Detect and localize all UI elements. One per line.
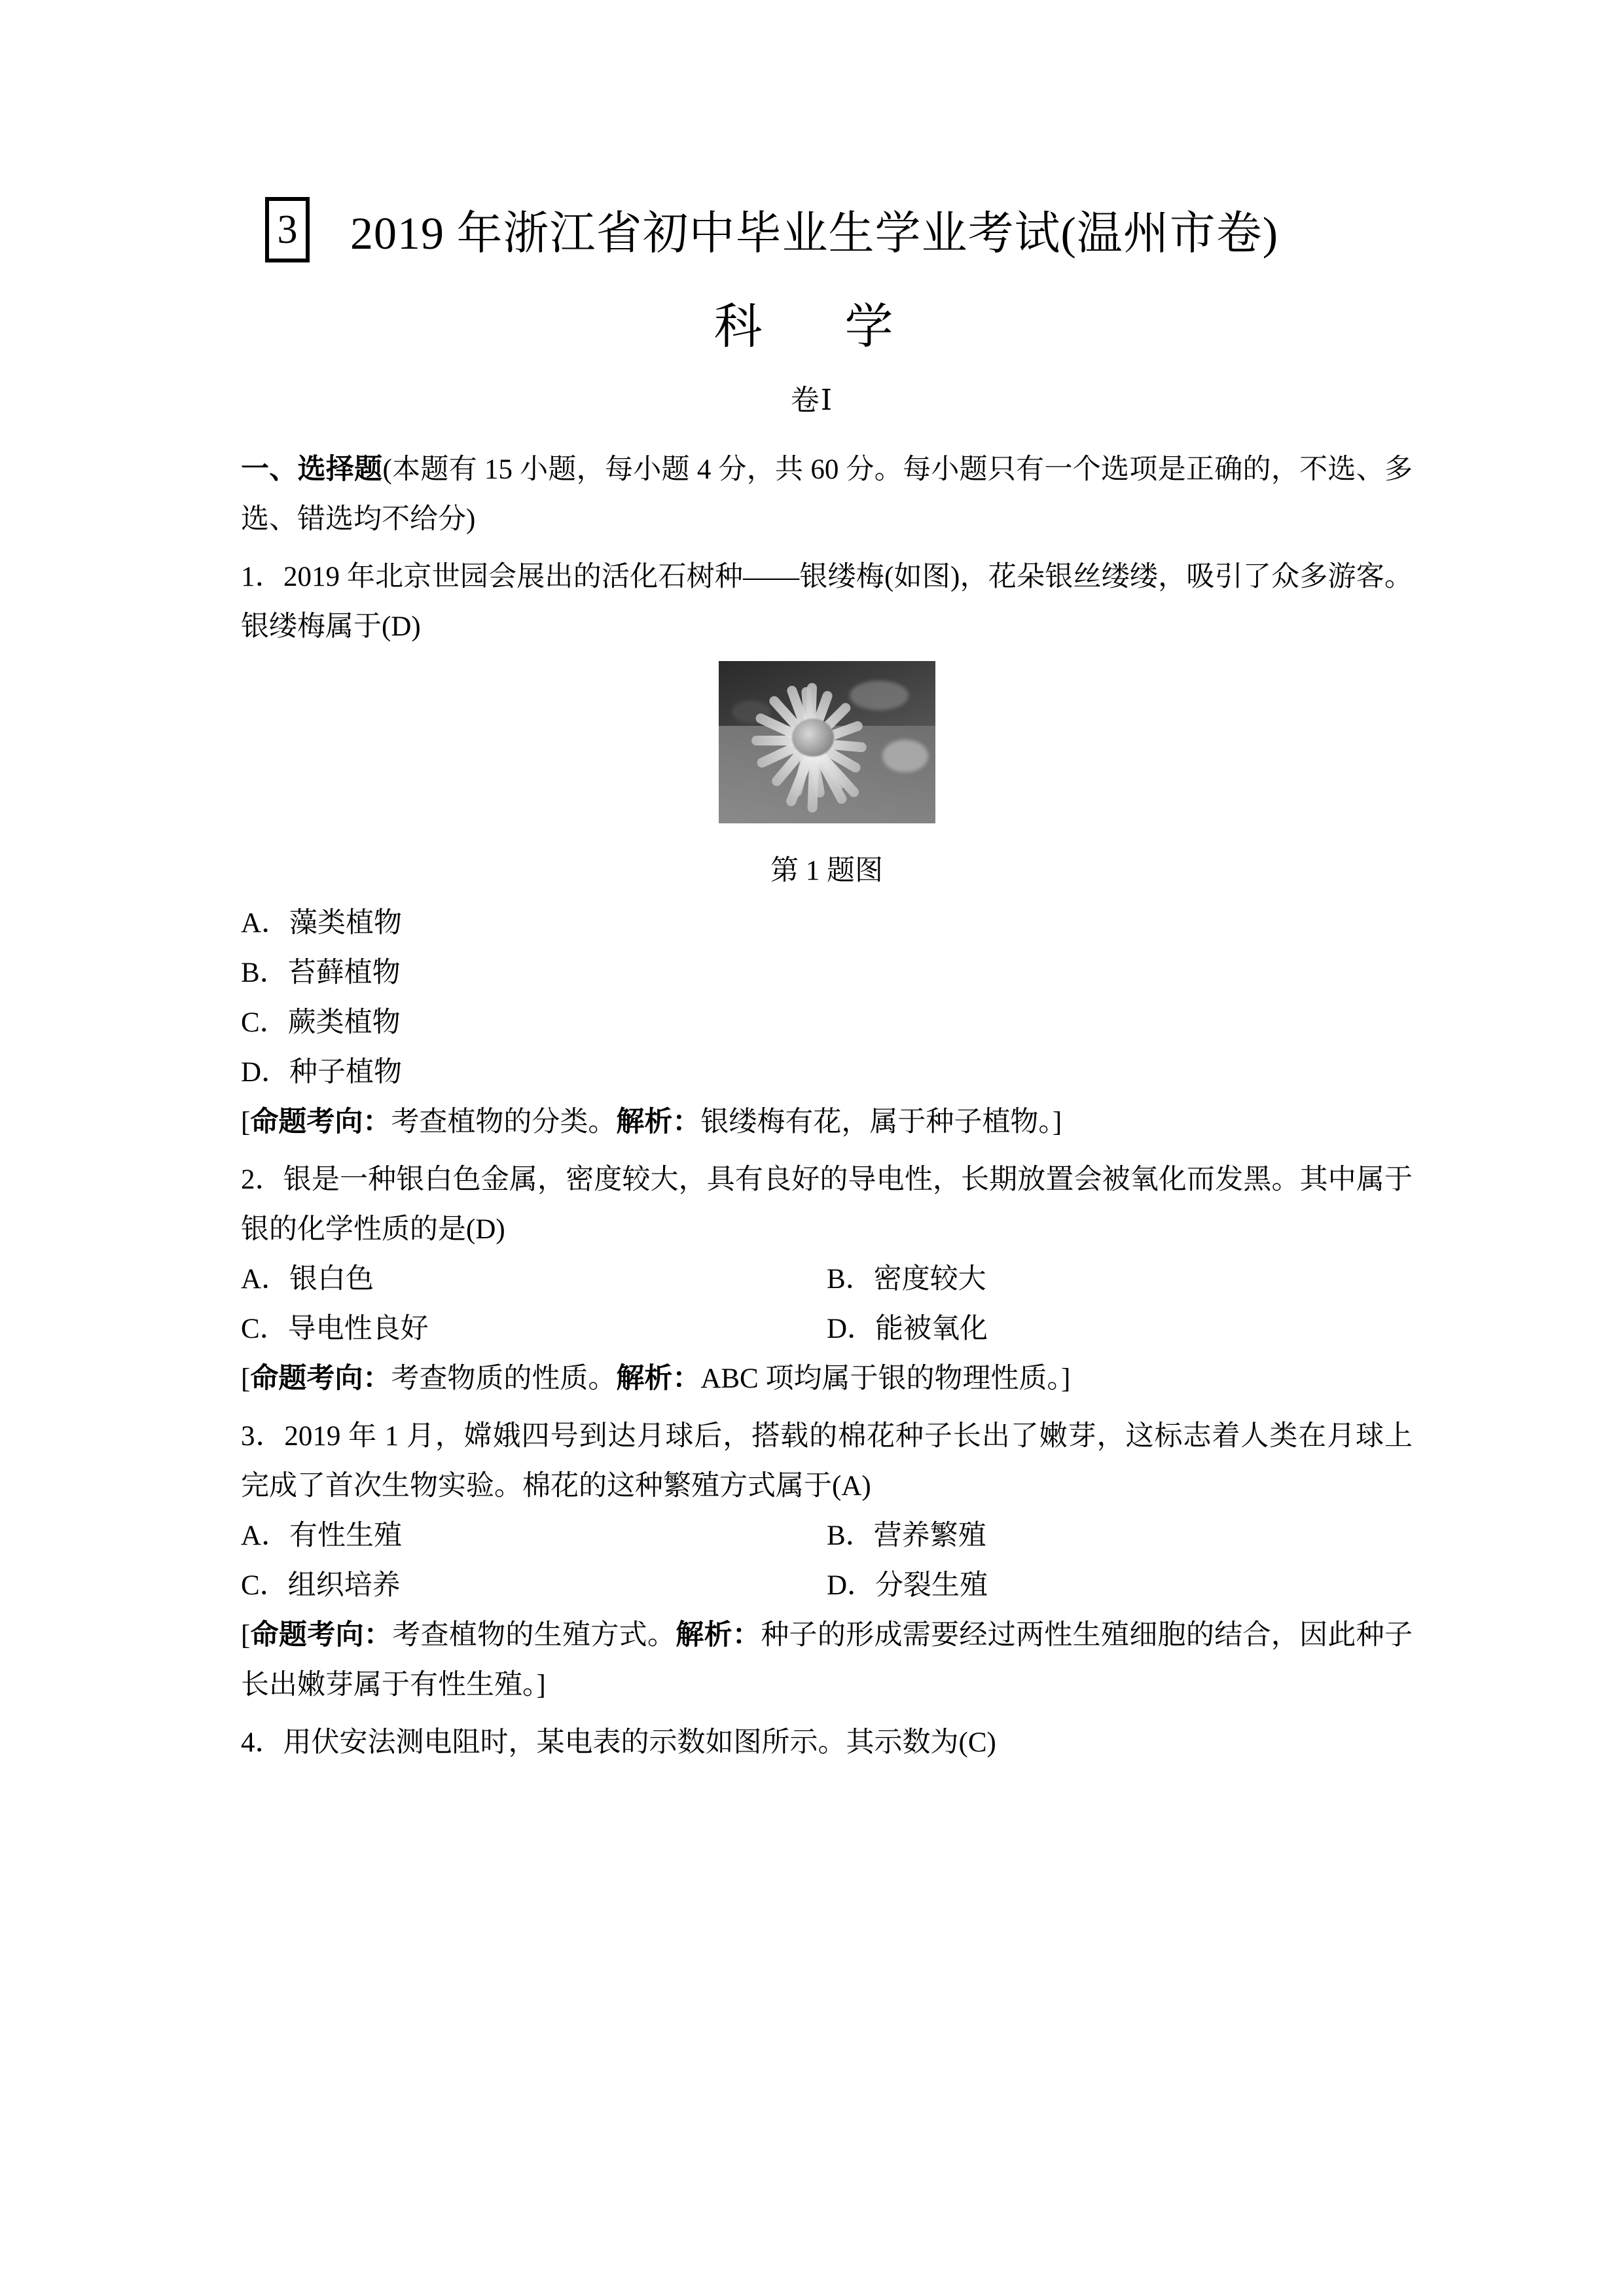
question-2-option-b: B．密度较大 (827, 1264, 986, 1295)
title-row (265, 196, 1278, 262)
explanation-close-bracket: ] (536, 1670, 546, 1700)
question-1-stem-tail: ) (411, 611, 421, 642)
explanation-label-focus: 命题考向： (250, 1620, 393, 1651)
question-1-explanation (241, 1098, 1413, 1147)
question-3-stem-text: 3．2019 年 1 月，嫦娥四号到达月球后，搭载的棉花种子长出了嫩芽，这标志着人类在月球上完成了首次生物实验。棉花的这种繁殖方式属于( (241, 1421, 1413, 1501)
question-4-stem (241, 1718, 1413, 1768)
subject-title: 科 学 (713, 300, 911, 354)
question-4-answer: C (967, 1727, 987, 1758)
explanation-focus-text: 考查物质的性质。 (391, 1363, 617, 1394)
question-3-option-c: C．组织培养 (241, 1570, 401, 1601)
question-3-option-d: D．分裂生殖 (827, 1570, 988, 1601)
question-1-figure (241, 661, 1413, 896)
explanation-analysis-text: ABC 项均属于银的物理性质。 (700, 1363, 1061, 1394)
question-3-option-b: B．营养繁殖 (827, 1520, 986, 1551)
section-heading-lead: 一、选择题 (241, 454, 383, 485)
explanation-focus-text: 考查植物的分类。 (391, 1107, 617, 1138)
document-body (241, 445, 1413, 1768)
question-2-explanation (241, 1354, 1413, 1404)
explanation-label-analysis: 解析： (616, 1107, 701, 1138)
explanation-open-bracket: [ (241, 1620, 251, 1651)
paper-label: 卷Ⅰ (790, 384, 834, 416)
question-1-option-b: B．苔藓植物 (241, 958, 401, 988)
yinloumei-flower-photo (719, 661, 935, 823)
question-2-options-row-2 (241, 1304, 1413, 1354)
question-1-answer: D (391, 611, 412, 642)
question-3-stem-tail: ) (861, 1471, 871, 1501)
question-2-option-d: D．能被氧化 (827, 1314, 988, 1344)
explanation-open-bracket: [ (241, 1107, 251, 1138)
section-heading-instructions: (本题有 15 小题，每小题 4 分，共 60 分。每小题只有一个选项是正确的，不选、多选、错选均不给分) (241, 454, 1413, 535)
question-4-stem-text: 4．用伏安法测电阻时，某电表的示数如图所示。其示数为( (241, 1727, 968, 1758)
question-4-stem-tail: ) (986, 1727, 996, 1758)
explanation-label-focus: 命题考向： (250, 1363, 391, 1394)
question-2-options-row-1 (241, 1255, 1413, 1304)
question-3-options-row-2 (241, 1561, 1413, 1611)
question-1-option-d: D．种子植物 (241, 1057, 403, 1088)
question-3-answer: A (841, 1471, 862, 1501)
question-2-answer: D (475, 1214, 496, 1245)
explanation-label-analysis: 解析： (676, 1620, 761, 1651)
photo-blob-3 (850, 681, 909, 710)
photo-blob-1 (882, 740, 928, 772)
question-2-option-a: A．银白色 (241, 1264, 374, 1295)
question-2-stem-text: 2．银是一种银白色金属，密度较大，具有良好的导电性，长期放置会被氧化而发黑。其中属于银的化学性质的是( (241, 1164, 1413, 1245)
question-3-explanation (241, 1611, 1413, 1710)
question-2-stem-tail: ) (496, 1214, 505, 1245)
explanation-focus-text: 考查植物的生殖方式。 (392, 1620, 676, 1651)
question-1-option-a: A．藻类植物 (241, 908, 403, 939)
explanation-label-focus: 命题考向： (250, 1107, 391, 1138)
page-title: 2019 年浙江省初中毕业生学业考试(温州市卷) (350, 209, 1279, 259)
question-3-options-row-1 (241, 1511, 1413, 1561)
section-heading (241, 445, 1413, 545)
question-2-option-c: C．导电性良好 (241, 1314, 429, 1344)
question-1-stem-text: 1．2019 年北京世园会展出的活化石树种——银缕梅(如图)，花朵银丝缕缕，吸引了众多游客。银缕梅属于( (241, 562, 1413, 642)
sequence-marker-box: 3 (265, 197, 310, 262)
question-3-option-a: A．有性生殖 (241, 1520, 403, 1551)
explanation-close-bracket: ] (1061, 1363, 1071, 1394)
question-1-stem (241, 552, 1413, 652)
question-1-option-c: C．蕨类植物 (241, 1007, 401, 1038)
question-3-stem (241, 1412, 1413, 1511)
explanation-analysis-text: 银缕梅有花，属于种子植物。 (700, 1107, 1053, 1138)
explanation-close-bracket: ] (1052, 1107, 1062, 1138)
photo-flower-center (792, 719, 834, 757)
explanation-label-analysis: 解析： (616, 1363, 701, 1394)
explanation-open-bracket: [ (241, 1363, 251, 1394)
question-1-figure-caption: 第 1 题图 (770, 855, 883, 886)
question-2-stem (241, 1155, 1413, 1255)
explanation-analysis-text: 种子的形成需要经过两性生殖细胞的结合，因此种子长出嫩芽属于有性生殖。 (241, 1620, 1413, 1700)
